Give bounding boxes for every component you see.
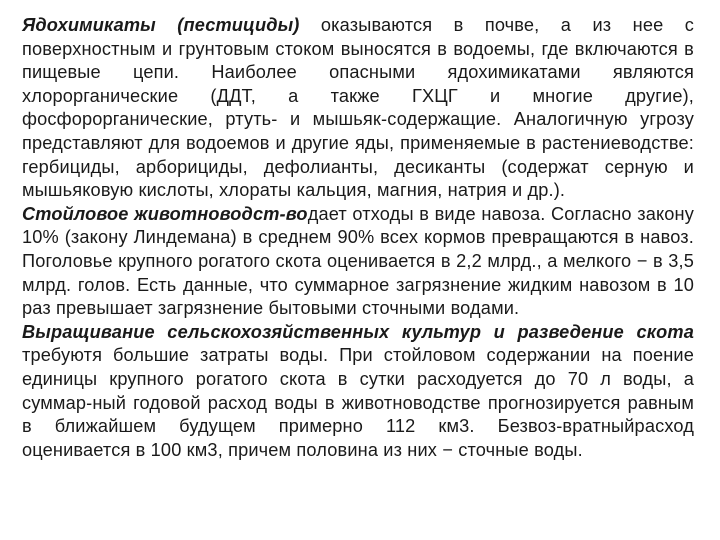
paragraph-lead: Ядохимикаты (пестициды) — [22, 15, 300, 35]
paragraph-lead: Выращивание сельскохозяйственных культур и разведение скота — [22, 321, 694, 342]
paragraph-water-use — [22, 321, 694, 463]
paragraph-body: дает отходы в виде навоза. Согласно закону 10% (закону Линдемана) в среднем 90% всех кормов превращаются в навоз. Поголовье крупного рогатого скота оценивается в 2,2 млрд., а мелкого − в 3,5 млрд. голов. Есть данные, что суммарное загрязнение жидким навозом в 10 раз превышает загрязнение бытовыми сточными водами. — [22, 203, 694, 319]
paragraph-lead: Стойловое животноводст-во — [22, 203, 308, 224]
document-text — [22, 14, 694, 462]
paragraph-body: требуютя большие затраты воды. При стойловом содержании на поение единицы крупного рогатого скота в сутки расходуется до 70 л воды, а суммар-ный годовой расход воды в животноводстве прогнозируется равным в ближайшем будущем примерно 112 км3. Безвоз-вратныйрасход оценивается в 100 км3, причем половина из них − сточные воды. — [22, 345, 694, 460]
paragraph-livestock — [22, 203, 694, 321]
paragraph-pesticides — [22, 14, 694, 203]
paragraph-body: оказываются в почве, а из нее с поверхностным и грунтовым стоком выносятся в водоемы, где включаются в пищевые цепи. Наиболее опасными ядохимикатами являются хлорорганические (ДДТ, а также ГХЦГ и многие другие), фосфорорганические, ртуть- и мышьяк-содержащие. Аналогичную угрозу представляют для водоемов и другие яды, применяемые в растениеводстве: гербициды, арборициды, дефолианты, десиканты (содержат серную и мышьяковую кислоты, хлораты кальция, магния, натрия и др.). — [22, 15, 694, 201]
